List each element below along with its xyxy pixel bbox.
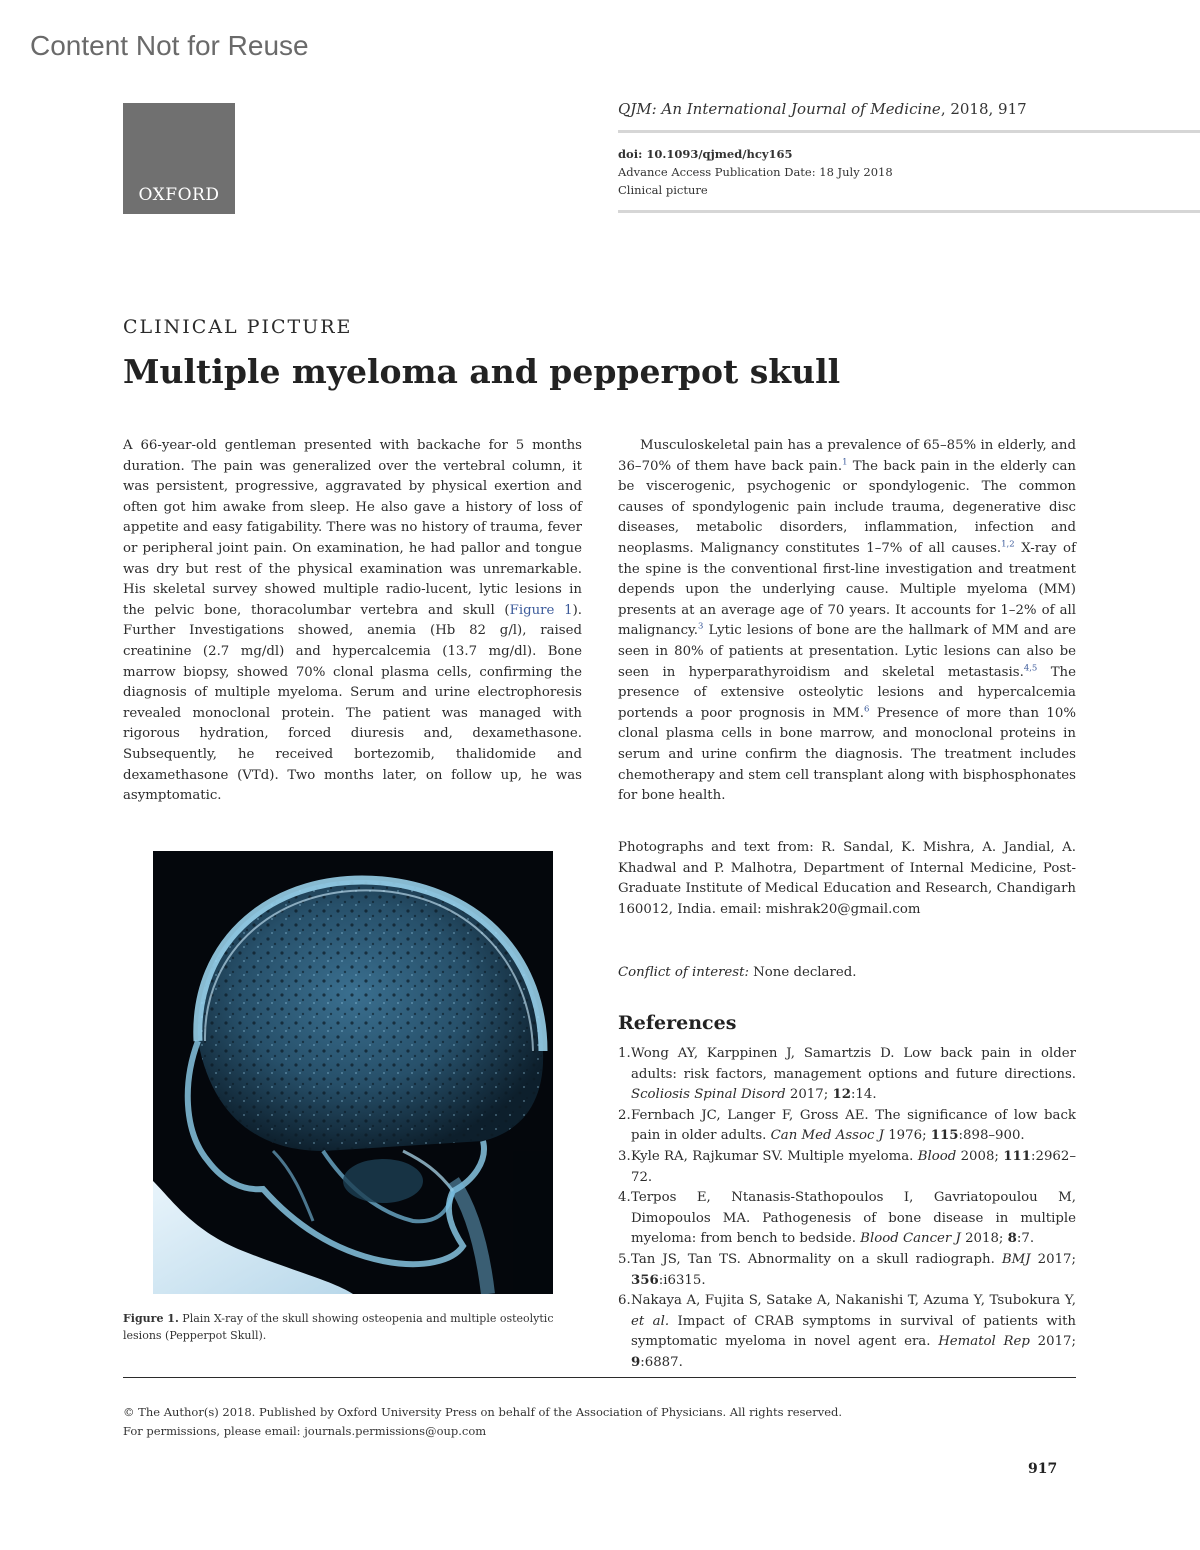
reference-volume: 115 — [930, 1128, 959, 1144]
reference-volume: 8 — [1007, 1231, 1017, 1247]
discussion-text-4: Lytic lesions of bone are the hallmark of MM and are seen in 80% of patients at presentation. Lytic lesions can also be seen in hyperparathyroidism and skeletal metastasis. — [618, 623, 1076, 680]
header-rule-top — [618, 130, 1200, 133]
copyright-block — [123, 1403, 842, 1441]
article-meta — [618, 145, 893, 199]
reference-volume: 111 — [1003, 1148, 1032, 1164]
footer-rule — [123, 1377, 1076, 1378]
reference-journal: Hematol Rep — [938, 1334, 1030, 1350]
skull-xray-image — [153, 851, 553, 1294]
reference-pages: :898–900. — [958, 1128, 1025, 1144]
conflict-value: None declared. — [748, 965, 857, 980]
page-number: 917 — [1028, 1461, 1058, 1477]
figure-label: Figure 1. — [123, 1312, 179, 1325]
reference-volume: 12 — [832, 1087, 851, 1103]
reference-item — [618, 1044, 1076, 1106]
citation-6[interactable]: 6 — [864, 704, 870, 715]
reference-number: 2. — [618, 1107, 631, 1123]
conflict-label: Conflict of interest: — [618, 965, 749, 980]
reference-volume: 356 — [631, 1272, 659, 1288]
case-text-1: A 66-year-old gentleman presented with backache for 5 months duration. The pain was generalized over the vertebral column, it was persistent, progressive, aggravated by physical exertion and often got him awake from sleep. He also gave a history of loss of appetite and easy fatigability. There was no history of trauma, fever or peripheral joint pain. On examination, he had pallor and tongue was dry but rest of the physical examination was unremarkable. His skeletal survey showed multiple radio-lucent, lytic lesions in the pelvic bone, thoracolumbar vertebra and skull ( — [123, 438, 582, 618]
discussion-text-6: Presence of more than 10% clonal plasma cells in bone marrow, and monoclonal proteins in serum and urine confirm the diagnosis. The treatment includes chemotherapy and stem cell transplant along with bisphosphonates for bone health. — [618, 705, 1076, 804]
discussion-text-2: The back pain in the elderly can be viscerogenic, psychogenic or spondylogenic. The common causes of spondylogenic pain include trauma, degenerative disc diseases, metabolic disorders, inflammation, infection and neoplasms. Malignancy constitutes 1–7% of all causes. — [618, 458, 1076, 556]
case-text-2: ). Further Investigations showed, anemia (Hb 82 g/l), raised creatinine (2.7 mg/dl) and hypercalcemia (13.7 mg/dl). Bone marrow biopsy, showed 70% clonal plasma cells, confirming the diagnosis of multiple myeloma. Serum and urine electrophoresis revealed monoclonal protein. The patient was managed with rigorous hydration, forced diuresis and, dexamethasone. Subsequently, he received bortezomib, thalidomide and dexamethasone (VTd). Two months later, on follow up, he was asymptomatic. — [123, 602, 582, 804]
reference-journal: Scoliosis Spinal Disord — [631, 1087, 786, 1103]
reference-number: 1. — [618, 1046, 631, 1061]
figure-caption — [123, 1310, 582, 1344]
reference-pages: :6887. — [640, 1354, 683, 1370]
reference-et-al: et al. — [631, 1313, 670, 1329]
conflict-of-interest — [618, 965, 856, 980]
citation-4-5[interactable]: 4,5 — [1023, 663, 1038, 674]
author-credits: Photographs and text from: R. Sandal, K. Mishra, A. Jandial, A. Khadwal and P. Malhotra, Department of Internal Medicine, Post-Graduate Institute of Medical Education and Research, Chandigarh 160012, India. email: mishrak20@gmail.com — [618, 840, 1076, 917]
reference-text: Kyle RA, Rajkumar SV. Multiple myeloma. — [631, 1148, 918, 1164]
citation-1-2[interactable]: 1,2 — [1001, 539, 1015, 550]
reference-pages: :7. — [1016, 1231, 1035, 1247]
copyright-notice: © The Author(s) 2018. Published by Oxford University Press on behalf of the Association of Physicians. All rights reserved. — [123, 1405, 843, 1419]
reference-number: 4. — [618, 1190, 631, 1206]
reference-number: 6. — [618, 1293, 631, 1309]
advance-access-date: Advance Access Publication Date: 18 July 2018 — [618, 165, 893, 179]
case-description — [123, 436, 582, 807]
reference-journal: Can Med Assoc J — [770, 1128, 884, 1144]
reference-journal: Blood Cancer J — [860, 1231, 961, 1247]
references-list — [618, 1044, 1076, 1374]
section-label: CLINICAL PICTURE — [123, 316, 353, 338]
reference-item — [618, 1106, 1076, 1147]
reference-year: 2017; — [785, 1087, 833, 1103]
reference-volume: 9 — [631, 1354, 641, 1370]
article-type: Clinical picture — [618, 183, 708, 197]
header-rule-bottom — [618, 210, 1200, 213]
reference-number: 5. — [618, 1251, 631, 1267]
article-title: Multiple myeloma and pepperpot skull — [123, 352, 841, 391]
reference-item — [618, 1188, 1076, 1250]
reference-year: 2018; — [960, 1231, 1008, 1247]
reference-text: Wong AY, Karppinen J, Samartzis D. Low back pain in older adults: risk factors, management options and future directions. — [631, 1046, 1076, 1082]
references-heading: References — [618, 1012, 737, 1034]
reference-text: Nakaya A, Fujita S, Satake A, Nakanishi T, Azuma Y, Tsubokura Y, — [631, 1293, 1076, 1309]
journal-citation — [618, 100, 1027, 118]
reference-journal: Blood — [917, 1148, 957, 1164]
reference-item — [618, 1291, 1076, 1373]
reference-text: Tan JS, Tan TS. Abnormality on a skull radiograph. — [631, 1251, 1002, 1267]
reference-year: 2008; — [956, 1148, 1004, 1164]
discussion-text-1: Musculoskeletal pain has a prevalence of 65–85% in elderly, and 36–70% of them have back pain. — [618, 438, 1076, 474]
discussion-text-3: X-ray of the spine is the conventional first-line investigation and treatment depends upon the underlying cause. Multiple myeloma (MM) presents at an average age of 70 years. It accounts for 1–2% of all malignancy. — [618, 540, 1076, 639]
reference-journal: BMJ — [1001, 1251, 1031, 1267]
reference-year: 1976; — [884, 1128, 931, 1144]
reference-item — [618, 1147, 1076, 1188]
reference-year: 2017; — [1029, 1334, 1076, 1350]
figure-1-link[interactable]: Figure 1 — [509, 602, 573, 618]
reference-pages: :2962–72. — [631, 1148, 1076, 1185]
figure-caption-text: Plain X-ray of the skull showing osteopenia and multiple osteolytic lesions (Pepperpot Skull). — [123, 1312, 554, 1342]
doi[interactable]: doi: 10.1093/qjmed/hcy165 — [618, 147, 793, 161]
citation-1[interactable]: 1 — [842, 457, 848, 468]
reference-text-continued: Impact of CRAB symptoms in survival of patients with symptomatic myeloma in novel agent era. — [631, 1313, 1076, 1350]
reference-pages: :i6315. — [658, 1272, 706, 1288]
reference-pages: :14. — [850, 1087, 877, 1103]
reference-text: Fernbach JC, Langer F, Gross AE. The significance of low back pain in older adults. — [631, 1107, 1076, 1144]
oxford-logo-text: OXFORD — [138, 185, 220, 205]
citation-3[interactable]: 3 — [698, 621, 704, 632]
reference-year: 2017; — [1030, 1251, 1076, 1267]
reference-item — [618, 1250, 1076, 1291]
reference-number: 3. — [618, 1148, 631, 1164]
journal-name: QJM: An International Journal of Medicine — [618, 100, 941, 118]
reference-text: Terpos E, Ntanasis-Stathopoulos I, Gavriatopoulou M, Dimopoulos MA. Pathogenesis of bone disease in multiple myeloma: from bench to bedside. — [631, 1190, 1076, 1247]
permissions-notice: For permissions, please email: journals.permissions@oup.com — [123, 1424, 487, 1438]
discussion-text-5: The presence of extensive osteolytic lesions and hypercalcemia portends a poor prognosis in MM. — [618, 664, 1076, 721]
journal-year-page: , 2018, 917 — [940, 100, 1027, 118]
watermark: Content Not for Reuse — [30, 30, 309, 61]
oxford-logo — [123, 103, 235, 214]
discussion — [618, 436, 1076, 807]
